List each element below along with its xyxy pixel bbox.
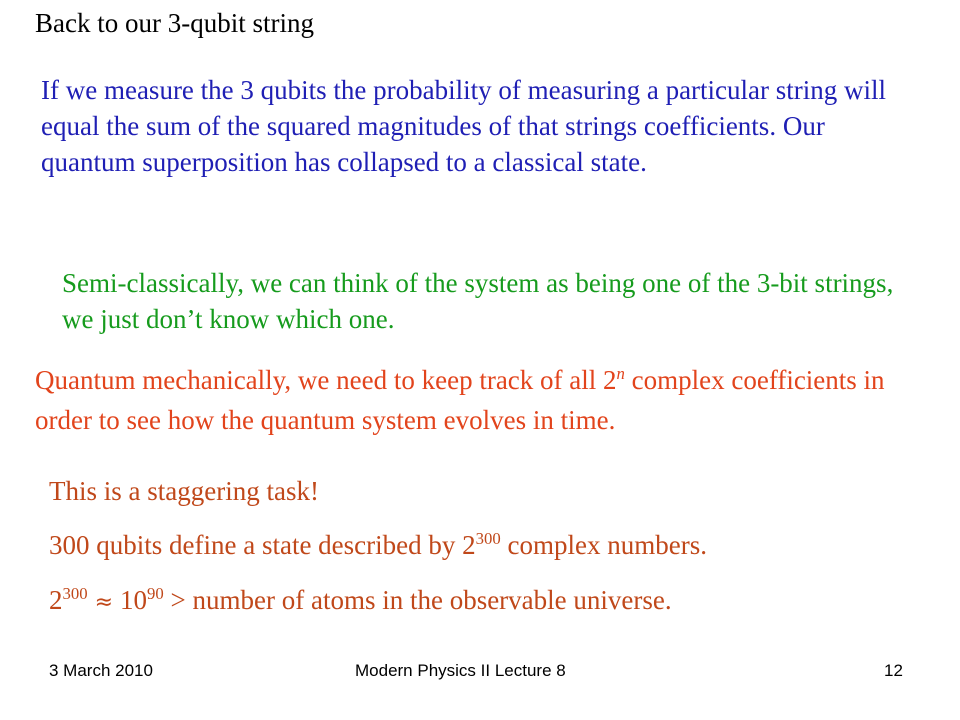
atoms-base-ten: 10 [120, 585, 148, 615]
footer-course: Modern Physics II Lecture 8 [355, 661, 566, 680]
qubits-text-end: complex numbers. [500, 530, 707, 560]
atoms-text-end: > number of atoms in the observable universe. [163, 585, 672, 615]
quantum-exponent: n [616, 363, 625, 383]
quantum-text-start: Quantum mechanically, we need to keep track of all 2 [35, 365, 617, 395]
slide-title: Back to our 3-qubit string [35, 8, 314, 38]
quantum-text-end: complex coefficients in order to see how the quantum system evolves in time. [35, 365, 885, 435]
approx-symbol: ≈ [87, 590, 121, 615]
qubits-line [49, 530, 707, 561]
atoms-exponent-90: 90 [147, 583, 164, 603]
atoms-exponent-300: 300 [62, 583, 88, 603]
footer-date: 3 March 2010 [49, 661, 153, 680]
atoms-line [49, 585, 672, 616]
task-line: This is a staggering task! [49, 476, 319, 506]
qubits-exponent: 300 [475, 528, 501, 548]
footer-page-number: 12 [884, 661, 903, 680]
semiclassical-paragraph: Semi-classically, we can think of the system as being one of the 3-bit strings, we just don’t know which one. [62, 268, 894, 334]
measurement-paragraph: If we measure the 3 qubits the probability of measuring a particular string will equal the sum of the squared magnitudes of that strings coefficients. Our quantum superposition has collapsed to a classical state. [41, 75, 887, 177]
quantum-paragraph [35, 362, 935, 438]
qubits-text-start: 300 qubits define a state described by 2 [49, 530, 476, 560]
atoms-base-two: 2 [49, 585, 63, 615]
